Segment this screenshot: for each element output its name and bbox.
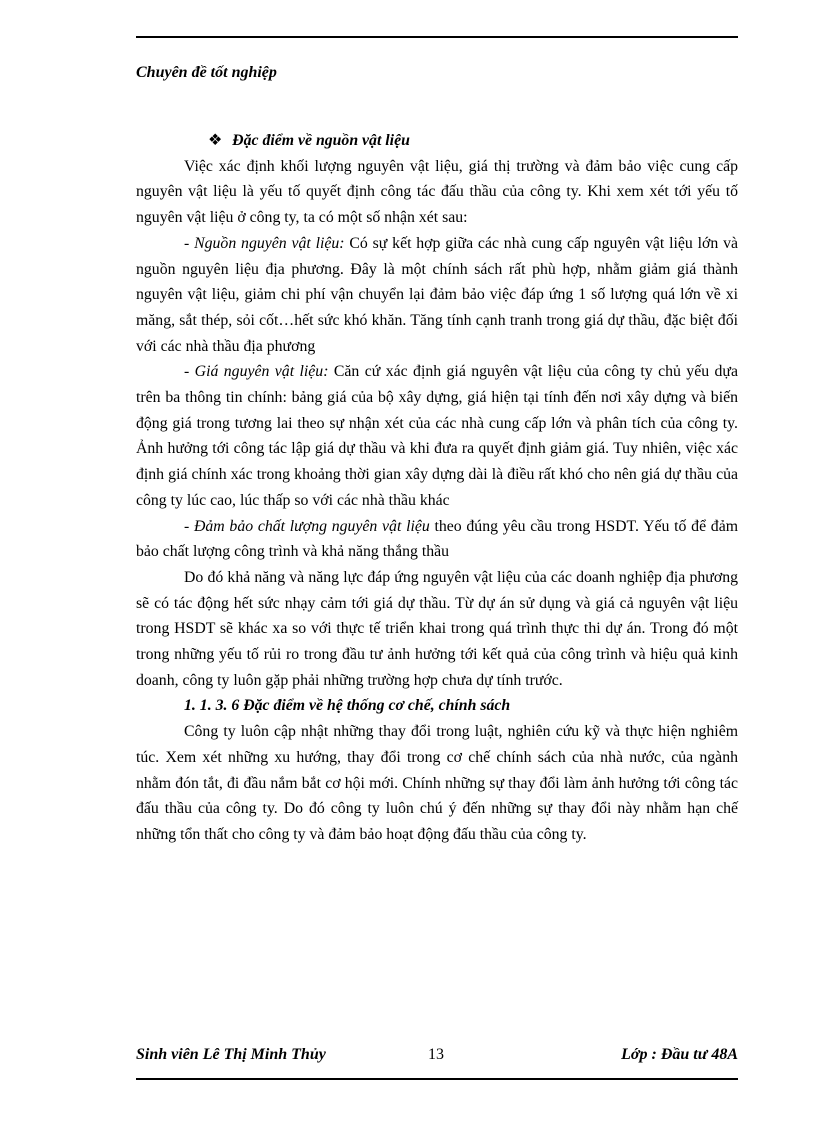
item-text: Có sự kết hợp giữa các nhà cung cấp nguyên vật liệu lớn và nguồn nguyên liệu địa phương. Đây là một chính sách rất phù hợp, nhằm giảm giá thành nguyên vật liệu, giảm chi phí vận chuyển lại đảm bảo việc đáp ứng 1 số lượng quá lớn về xi măng, sắt thép, sỏi cốt…hết sức khó khăn. Tăng tính cạnh tranh trong giá dự thầu, đặc biệt đối với các nhà thầu địa phương bbox=[136, 234, 739, 355]
footer-student: Sinh viên Lê Thị Minh Thủy bbox=[136, 1046, 326, 1063]
footer-class: Lớp : Đầu tư 48A bbox=[621, 1046, 738, 1063]
footer-rule bbox=[136, 1078, 738, 1080]
item-text: theo đúng yêu cầu trong HSDT. Yếu tố để đảm bảo chất lượng công trình và khả năng thắng thầu bbox=[136, 517, 738, 561]
section-heading: 1. 1. 3. 6 Đặc điểm về hệ thống cơ chế, chính sách bbox=[184, 697, 511, 715]
item-text: Căn cứ xác định giá nguyên vật liệu của công ty chủ yếu dựa trên ba thông tin chính: bảng giá của bộ xây dựng, giá hiện tại tính đến nơi xây dựng và biến động giá trong tương lai theo sự nhận xét của các nhà cung cấp lớn và phân tích của công ty. Ảnh hưởng tới công tác lập giá dự thầu và khi đưa ra quyết định giảm giá. Tuy nhiên, việc xác định giá chính xác trong khoảng thời gian xây dựng dài là điều rất khó cho nên giá dự thầu của công ty lúc cao, lúc thấp so với các nhà thầu khác bbox=[136, 363, 738, 509]
item-label: Đảm bảo chất lượng nguyên vật liệu bbox=[193, 517, 430, 535]
item-dam-bao-chat-luong: - Đảm bảo chất lượng nguyên vật liệu theo đúng yêu cầu trong HSDT. Yếu tố để đảm bảo chất lượng công trình và khả năng thắng thầu bbox=[136, 517, 738, 561]
item-gia-nguyen-vat-lieu: - Giá nguyên vật liệu: Căn cứ xác định giá nguyên vật liệu của công ty chủ yếu dựa trên ba thông tin chính: bảng giá của bộ xây dựng, giá hiện tại tính đến nơi xây dựng và biến động giá trong tương lai theo sự nhận xét của các nhà cung cấp lớn và phân tích của công ty. Ảnh hưởng tới công tác lập giá dự thầu và khi đưa ra quyết định giảm giá. Tuy nhiên, việc xác định giá chính xác trong khoảng thời gian xây dựng dài là điều rất khó cho nên giá dự thầu của công ty lúc cao, lúc thấp so với các nhà thầu khác bbox=[136, 363, 738, 509]
item-nguon-nguyen-vat-lieu: - Nguồn nguyên vật liệu: Có sự kết hợp giữa các nhà cung cấp nguyên vật liệu lớn và nguồn nguyên liệu địa phương. Đây là một chính sách rất phù hợp, nhằm giảm giá thành nguyên vật liệu, giảm chi phí vận chuyển lại đảm bảo việc đáp ứng 1 số lượng quá lớn về xi măng, sắt thép, sỏi cốt…hết sức khó khăn. Tăng tính cạnh tranh trong giá dự thầu, đặc biệt đối với các nhà thầu địa phương bbox=[136, 234, 739, 355]
paragraph-2: Do đó khả năng và năng lực đáp ứng nguyên vật liệu của các doanh nghiệp địa phương sẽ có tác động hết sức nhạy cảm tới giá dự thầu. Từ dự án sử dụng và giá cả nguyên vật liệu trong HSDT sẽ khác xa so với thực tế triển khai trong quá trình thực thi dự án. Trong đó một trong những yếu tố rủi ro trong đầu tư ảnh hưởng tới kết quả của công trình và hiệu quả kinh doanh, công ty luôn gặp phải những trường hợp chưa dự tính trước. bbox=[136, 568, 738, 689]
intro-paragraph: Việc xác định khối lượng nguyên vật liệu, giá thị trường và đảm bảo việc cung cấp nguyên vật liệu là yếu tố quyết định công tác đấu thầu của công ty. Khi xem xét tới yếu tố nguyên vật liệu ở công ty, ta có một số nhận xét sau: bbox=[136, 157, 738, 227]
document-body bbox=[136, 128, 738, 848]
item-label: Nguồn nguyên vật liệu: bbox=[194, 234, 345, 252]
bullet-heading: ❖ Đặc điểm về nguồn vật liệu bbox=[208, 132, 410, 149]
diamond-bullet-icon: ❖ bbox=[208, 132, 223, 149]
header-rule bbox=[136, 36, 738, 38]
footer-page-number: 13 bbox=[428, 1046, 444, 1063]
paragraph-3: Công ty luôn cập nhật những thay đổi trong luật, nghiên cứu kỹ và thực hiện nghiêm túc. Xem xét những xu hướng, thay đổi trong cơ chế chính sách của nhà nước, của ngành nhằm đón tắt, đi đầu nắm bắt cơ hội mới. Chính những sự thay đổi làm ảnh hưởng tới công tác đấu thầu của công ty. Do đó công ty luôn chú ý đến những sự thay đổi này nhằm hạn chế những tổn thất cho công ty và đảm bảo hoạt động đấu thầu của công ty. bbox=[136, 723, 738, 843]
item-label: Giá nguyên vật liệu: bbox=[194, 363, 329, 381]
page-footer bbox=[136, 1046, 738, 1066]
header-title: Chuyên đề tốt nghiệp bbox=[136, 64, 277, 81]
